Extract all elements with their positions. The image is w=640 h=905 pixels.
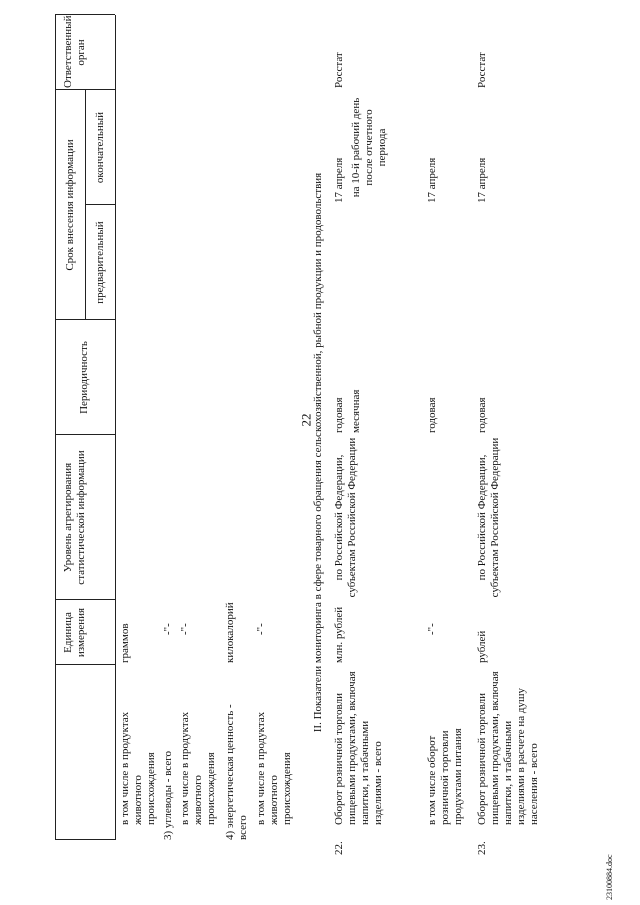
deadline-sub-border bbox=[85, 90, 86, 320]
row-top-1-label: в том числе в продуктах животного происхождения bbox=[119, 711, 157, 825]
row22-unit: млн. рублей bbox=[333, 606, 345, 663]
header-deadline: Срок внесения информации bbox=[64, 139, 76, 271]
col-border-1 bbox=[55, 839, 115, 840]
header-level: Уровень агрегирования статистической информации bbox=[62, 450, 87, 585]
row23-responsible: Росстат bbox=[476, 52, 488, 88]
row22sub-unit: -"- bbox=[426, 623, 438, 635]
col-border-6 bbox=[85, 204, 115, 205]
row-top-2-label: 3) углеводы - всего bbox=[162, 751, 174, 840]
footer-filename: 23100884.doc bbox=[605, 854, 614, 900]
header-final: окончательный bbox=[94, 111, 106, 184]
table-top-border bbox=[55, 15, 56, 840]
row22-period-2: месячная bbox=[350, 389, 362, 433]
row23-num: 23. bbox=[476, 841, 488, 855]
row22-num: 22. bbox=[333, 841, 345, 855]
row23-period: годовая bbox=[476, 397, 488, 433]
row22sub-label: в том числе оборот розничной торговли продуктами питания bbox=[426, 728, 464, 825]
row-top-5-unit: -"- bbox=[255, 623, 267, 635]
row22-final-2: на 10-й рабочий день после отчетного периода bbox=[350, 97, 388, 198]
section-title: II. Показатели мониторинга в сфере товарного обращения сельскохозяйственной, рыбной продукции и продовольствия bbox=[312, 172, 324, 733]
page-number: 22 bbox=[298, 413, 314, 427]
col-border-8 bbox=[55, 14, 115, 15]
col-border-2 bbox=[55, 664, 115, 665]
row22-responsible: Росстат bbox=[333, 52, 345, 88]
row23-unit: рублей bbox=[476, 630, 488, 663]
col-border-5 bbox=[55, 319, 115, 320]
row22-level: по Российской Федерации, субъектам Российской Федерации bbox=[333, 437, 358, 598]
header-unit: Единица измерения bbox=[62, 607, 87, 658]
row22sub-period: годовая bbox=[426, 397, 438, 433]
row-top-3-unit: -"- bbox=[179, 623, 191, 635]
row22-label: Оборот розничной торговли пищевыми продуктами, включая напитки, и табачными изделиями - всего bbox=[333, 671, 384, 825]
header-prelim: предварительный bbox=[94, 221, 106, 304]
row22-period-1: годовая bbox=[333, 397, 345, 433]
row-top-1-unit: граммов bbox=[119, 623, 131, 663]
row22-final-1: 17 апреля bbox=[333, 157, 345, 203]
row-top-2-unit: -"- bbox=[162, 623, 174, 635]
col-border-7 bbox=[55, 89, 115, 90]
header-bottom-border bbox=[115, 15, 116, 840]
row-top-4-label: 4) энергетическая ценность - всего bbox=[224, 704, 249, 840]
header-responsible: Ответственный орган bbox=[62, 15, 87, 88]
header-period: Периодичность bbox=[78, 341, 90, 414]
col-border-3 bbox=[55, 599, 115, 600]
row22sub-final: 17 апреля bbox=[426, 157, 438, 203]
row-top-5-label: в том числе в продуктах животного происхождения bbox=[255, 711, 293, 825]
row-top-4-unit: килокалорий bbox=[224, 602, 236, 663]
row23-level: по Российской Федерации, субъектам Российской Федерации bbox=[476, 437, 501, 598]
row23-label: Оборот розничной торговли пищевыми продуктами, включая напитки, и табачными изделиями в расчете на душу населения - всего bbox=[476, 671, 540, 825]
row-top-3-label: в том числе в продуктах животного происхождения bbox=[179, 711, 217, 825]
row23-final: 17 апреля bbox=[476, 157, 488, 203]
col-border-4 bbox=[55, 434, 115, 435]
